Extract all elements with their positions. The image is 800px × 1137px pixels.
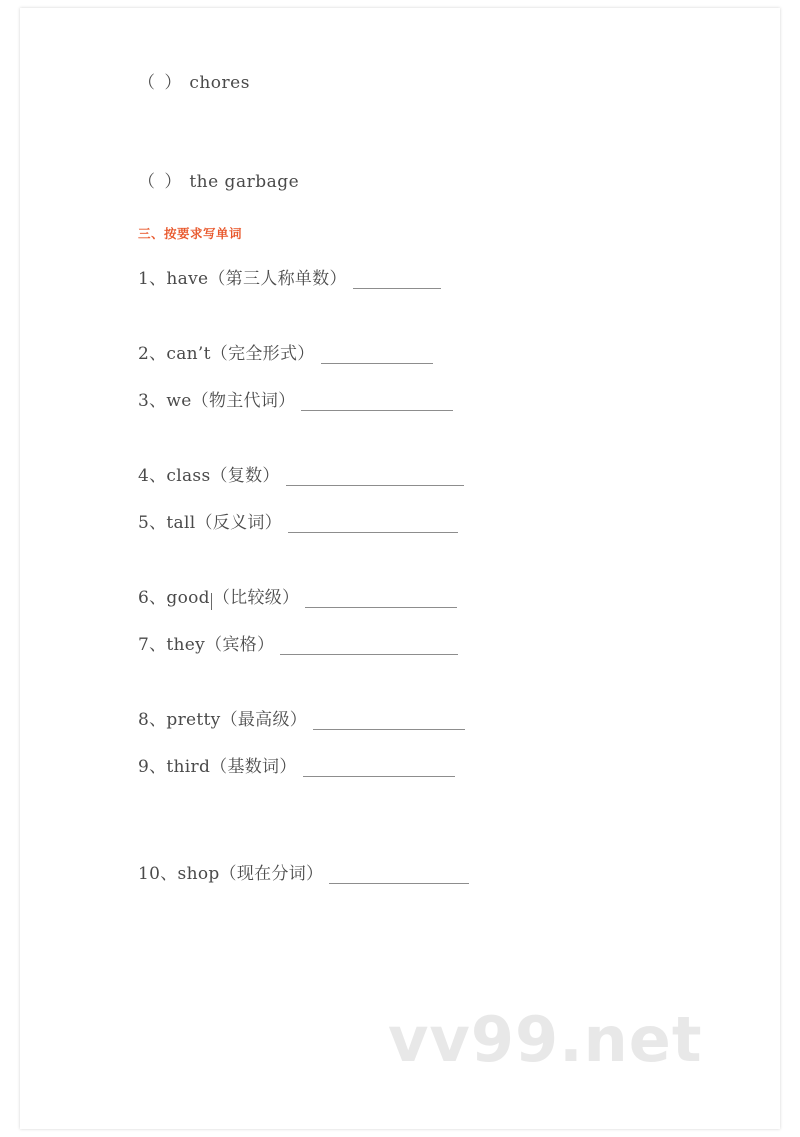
question-3-word: we [166, 391, 192, 411]
spacer [138, 93, 698, 167]
question-2 [138, 339, 698, 364]
question-7-word: they [166, 635, 206, 655]
question-1-hint: （第三人称单数） [208, 269, 347, 289]
question-9-word: third [166, 757, 211, 777]
question-7 [138, 630, 698, 655]
question-8-hint: （最高级） [220, 710, 308, 730]
spacer [138, 242, 698, 264]
question-10-number: 10、 [138, 864, 178, 884]
question-1-word: have [166, 269, 209, 289]
question-10-answer-blank[interactable] [329, 868, 469, 884]
question-4-word: class [166, 466, 211, 486]
spacer [138, 533, 698, 583]
question-8 [138, 705, 698, 730]
question-4-hint: （复数） [210, 466, 280, 486]
question-7-number: 7、 [138, 635, 167, 655]
question-3 [138, 386, 698, 411]
spacer [138, 364, 698, 386]
question-4-number: 4、 [138, 466, 167, 486]
question-4 [138, 461, 698, 486]
spacer [138, 411, 698, 461]
question-1 [138, 264, 698, 289]
text-cursor [211, 593, 212, 610]
answer-parenthesis: （ ） [138, 172, 184, 192]
fill-in-item-chores [138, 68, 698, 93]
question-9-number: 9、 [138, 757, 167, 777]
question-10-word: shop [177, 864, 220, 884]
question-8-number: 8、 [138, 710, 167, 730]
section-heading: 三、按要求写单词 [138, 226, 243, 241]
question-10-hint: （现在分词） [219, 864, 324, 884]
question-6-hint: （比较级） [212, 588, 300, 608]
question-9 [138, 752, 698, 777]
question-5-answer-blank[interactable] [288, 517, 458, 533]
spacer [138, 486, 698, 508]
question-8-answer-blank[interactable] [313, 714, 465, 730]
fill-in-item-garbage [138, 167, 698, 192]
question-1-answer-blank[interactable] [353, 273, 441, 289]
spacer [138, 289, 698, 339]
spacer [138, 608, 698, 630]
spacer [138, 192, 698, 224]
question-10 [138, 859, 698, 884]
question-2-answer-blank[interactable] [321, 348, 433, 364]
spacer [138, 730, 698, 752]
question-3-number: 3、 [138, 391, 167, 411]
question-6-word: good [166, 588, 210, 608]
watermark: vv99.net [388, 1003, 703, 1076]
question-1-number: 1、 [138, 269, 167, 289]
fill-in-item-chores-text: chores [189, 73, 250, 93]
question-5-hint: （反义词） [195, 513, 282, 533]
question-9-hint: （基数词） [210, 757, 297, 777]
answer-parenthesis: （ ） [138, 73, 184, 93]
spacer [138, 827, 698, 859]
question-6-answer-blank[interactable] [305, 592, 457, 608]
question-4-answer-blank[interactable] [286, 470, 464, 486]
question-7-hint: （宾格） [205, 635, 275, 655]
spacer [138, 655, 698, 705]
fill-in-item-garbage-text: the garbage [189, 172, 300, 192]
question-5-word: tall [166, 513, 196, 533]
question-6 [138, 583, 698, 608]
question-6-number: 6、 [138, 588, 167, 608]
question-5 [138, 508, 698, 533]
question-3-hint: （物主代词） [191, 391, 296, 411]
question-2-hint: （完全形式） [210, 344, 315, 364]
document-content [138, 68, 698, 884]
question-9-answer-blank[interactable] [303, 761, 455, 777]
question-8-word: pretty [166, 710, 221, 730]
question-7-answer-blank[interactable] [280, 639, 458, 655]
question-2-word: can’t [166, 344, 211, 364]
spacer [138, 777, 698, 827]
question-3-answer-blank[interactable] [301, 395, 453, 411]
question-2-number: 2、 [138, 344, 167, 364]
question-5-number: 5、 [138, 513, 167, 533]
document-sheet [20, 8, 780, 1129]
